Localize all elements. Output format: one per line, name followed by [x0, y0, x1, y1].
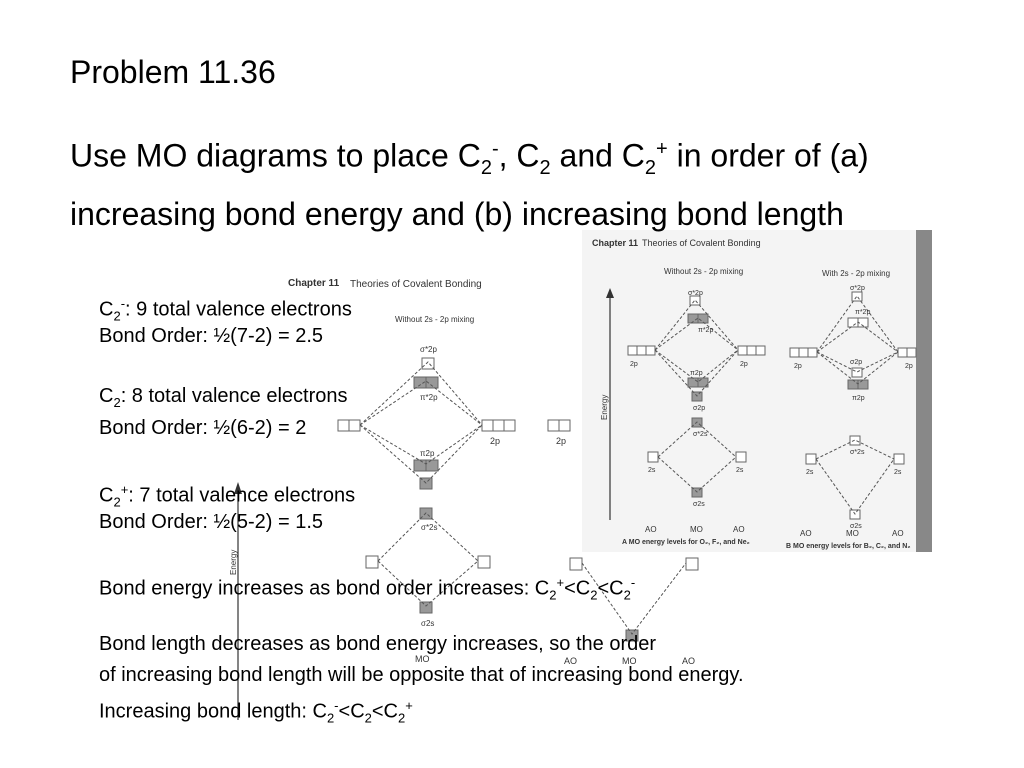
- problem-title: Problem 11.36: [70, 54, 276, 90]
- right-scan-chapter-title: Theories of Covalent Bonding: [642, 238, 761, 248]
- a-2p-left: 2p: [630, 361, 638, 368]
- stmt-sub-2: 2: [539, 157, 551, 180]
- a-pi2p-star: π*2p: [698, 327, 714, 334]
- left-sigma2s: σ2s: [421, 619, 435, 628]
- right-scan-page: [582, 230, 932, 552]
- stmt-sup-1: -: [491, 138, 499, 160]
- b-pi2p-star: π*2p: [855, 309, 871, 316]
- b-sigma2s-star: σ*2s: [850, 449, 865, 456]
- stmt-part-1: Use MO diagrams to place C: [70, 137, 481, 174]
- stmt-part-3: and C: [550, 137, 645, 174]
- a-ao-right: AO: [733, 525, 745, 534]
- a-sigma2p: σ2p: [693, 405, 706, 412]
- caption-a: A MO energy levels for O₂, F₂, and Ne₂: [622, 539, 750, 546]
- b-ao-left: AO: [800, 529, 812, 538]
- b-pi2p: π2p: [852, 395, 865, 402]
- left-sigma2p-star: σ*2p: [420, 345, 437, 354]
- left-pi2p: π2p: [420, 449, 435, 458]
- bond-length-line-2: of increasing bond length will be opposite that of increasing bond energy.: [99, 664, 744, 686]
- caption-b: B MO energy levels for B₂, C₂, and N₂: [786, 543, 911, 550]
- left-pi2p-star: π*2p: [420, 393, 438, 402]
- right-scan: [582, 230, 932, 552]
- b-sigma2p: σ2p: [850, 359, 863, 366]
- b-ao-right: AO: [892, 529, 904, 538]
- c2-bond-order: Bond Order: ½(6-2) = 2: [99, 417, 307, 439]
- b-sigma2p-star: σ*2p: [850, 285, 865, 292]
- a-2s-left: 2s: [648, 467, 656, 474]
- bond-length-order: Increasing bond length: $C_2^-<C_2<C_2^+$: [99, 698, 413, 726]
- b-2p-left: 2p: [794, 363, 802, 370]
- left-2p-far: 2p: [556, 436, 567, 446]
- right-scan-sub-b: With 2s - 2p mixing: [822, 269, 891, 278]
- left-ao-3: AO: [682, 656, 696, 666]
- a-2s-right: 2s: [736, 467, 744, 474]
- a-sigma2s: σ2s: [693, 501, 705, 508]
- left-mo-2: MO: [622, 656, 637, 666]
- stmt-sup-3: +: [656, 138, 668, 160]
- a-ao-left: AO: [645, 525, 657, 534]
- c2plus-bond-order: Bond Order: ½(5-2) = 1.5: [99, 511, 324, 533]
- b-sigma2s: σ2s: [850, 523, 862, 530]
- right-scan-chapter: Chapter 11: [592, 238, 639, 248]
- bond-energy-order: Bond energy increases as bond order increases: $C_2^+<C_2<C_2^-$: [99, 575, 636, 603]
- a-mo: MO: [690, 525, 703, 534]
- b-2s-right: 2s: [894, 469, 902, 476]
- left-ao-2: AO: [564, 656, 578, 666]
- problem-statement: [70, 126, 990, 237]
- left-2p-right: 2p: [490, 436, 501, 446]
- c2minus-bond-order: Bond Order: ½(7-2) = 2.5: [99, 325, 324, 347]
- right-scan-edge: [916, 230, 932, 552]
- stmt-sub-1: 2: [480, 157, 492, 180]
- left-sigma2s-star: σ*2s: [421, 523, 438, 532]
- left-scan-chapter: Chapter 11: [288, 278, 340, 289]
- a-2p-right: 2p: [740, 361, 748, 368]
- a-sigma2p-star: σ*2p: [688, 290, 703, 297]
- b-2s-left: 2s: [806, 469, 814, 476]
- a-pi2p: π2p: [690, 370, 703, 377]
- stmt-part-4: in order of (a) increasing bond energy and (b) increasing bond length: [70, 137, 869, 233]
- left-mo-1: MO: [415, 654, 430, 664]
- a-sigma2s-star: σ*2s: [693, 431, 708, 438]
- left-scan-subtitle: Without 2s - 2p mixing: [395, 315, 475, 324]
- right-scan-sub-a: Without 2s - 2p mixing: [664, 267, 744, 276]
- stmt-sub-3: 2: [644, 157, 657, 180]
- b-2p-right: 2p: [905, 363, 913, 370]
- stmt-part-2: , C: [498, 137, 540, 174]
- c2plus-electrons: $C_2^+$: 7 total valence electrons: [99, 482, 356, 510]
- left-scan-chapter-title: Theories of Covalent Bonding: [350, 279, 482, 290]
- c2minus-electrons: $C_2^-$: 9 total valence electrons: [99, 296, 352, 324]
- b-mo: MO: [846, 529, 859, 538]
- left-energy-label: Energy: [229, 549, 238, 575]
- c2-electrons: $C_2$: 8 total valence electrons: [99, 385, 348, 410]
- bond-length-line-1: Bond length decreases as bond energy increases, so the order: [99, 633, 657, 655]
- right-energy-label: Energy: [600, 394, 609, 420]
